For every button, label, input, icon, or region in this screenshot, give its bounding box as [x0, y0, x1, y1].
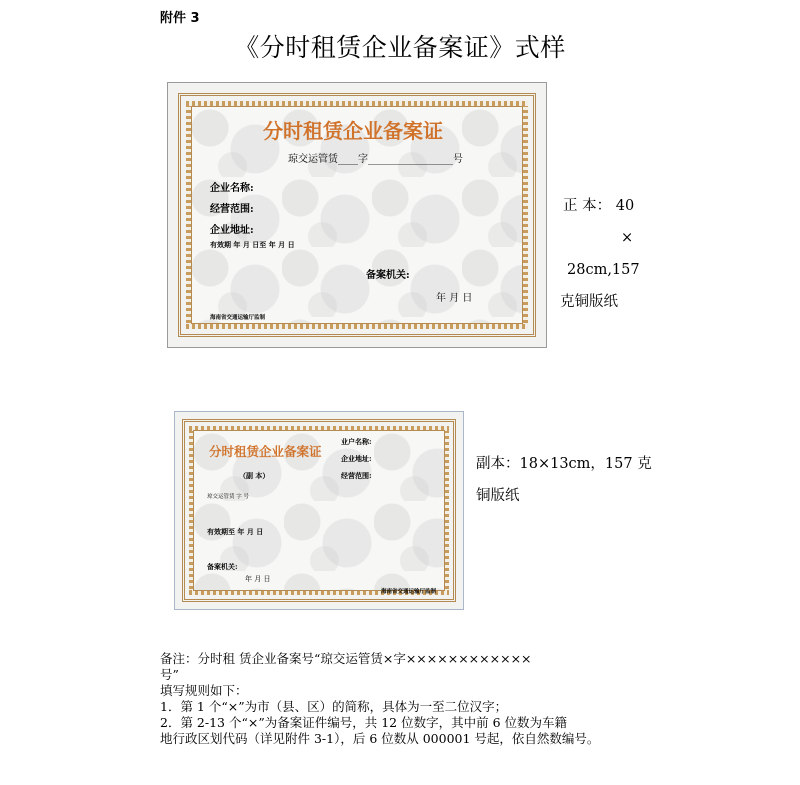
copy-date: 年 月 日 — [245, 575, 271, 583]
original-certificate — [167, 82, 547, 348]
copy-number-line: 琼交运管赁 字 号 — [207, 494, 249, 500]
copy-owner-label: 业户名称: — [341, 437, 372, 446]
notes-line: 填写规则如下： — [160, 683, 248, 698]
copy-issuer: 海南省交通运输厅监制 — [381, 589, 437, 595]
original-spec-1: 正 本： 40 — [563, 198, 635, 214]
notes-line: 2．第 2-13 个“×”为备案证件编号，共 12 位数字，其中前 6 位数为车籍 — [160, 715, 567, 730]
copy-subtitle: （副 本） — [239, 471, 270, 480]
authority-label: 备案机关: — [366, 270, 410, 281]
original-title: 分时租赁企业备案证 — [263, 119, 443, 143]
company-address-label: 企业地址: — [210, 225, 254, 236]
copy-validity: 有效期至 年 月 日 — [207, 527, 264, 536]
original-spec-4: 克铜版纸 — [560, 294, 618, 310]
copy-scope-label: 经营范围: — [341, 471, 372, 480]
validity-line: 有效期 年 月 日至 年 月 日 — [210, 240, 295, 249]
notes — [160, 651, 680, 747]
page-title: 《分时租赁企业备案证》式样 — [234, 33, 566, 62]
copy-certificate — [174, 411, 464, 610]
copy-address-label: 企业地址: — [341, 454, 372, 463]
notes-line: 号” — [160, 667, 179, 682]
issuer-label: 海南省交通运输厅监制 — [210, 315, 266, 321]
copy-spec-2: 铜版纸 — [476, 488, 520, 504]
copy-spec-1: 副本：18×13cm，157 克 — [476, 456, 652, 472]
notes-line: 备注：分时租 赁企业备案号“琼交运管赁×字×××××××××××× — [160, 651, 532, 666]
attachment-label: 附件 3 — [160, 11, 200, 26]
original-spec-2: × — [621, 230, 634, 246]
copy-authority-label: 备案机关: — [207, 562, 238, 571]
notes-line: 1．第 1 个“×”为市（县、区）的简称，具体为一至二位汉字； — [160, 699, 508, 714]
company-name-label: 企业名称: — [210, 183, 254, 194]
business-scope-label: 经营范围: — [210, 204, 254, 215]
notes-line: 地行政区划代码（详见附件 3-1），后 6 位数从 000001 号起，依自然数编号。 — [160, 731, 600, 746]
original-spec-3: 28cm,157 — [567, 262, 640, 278]
original-number-line: 琼交运管赁____字_________________号 — [288, 154, 463, 165]
copy-title: 分时租赁企业备案证 — [209, 444, 322, 459]
issue-date: 年 月 日 — [436, 293, 473, 304]
